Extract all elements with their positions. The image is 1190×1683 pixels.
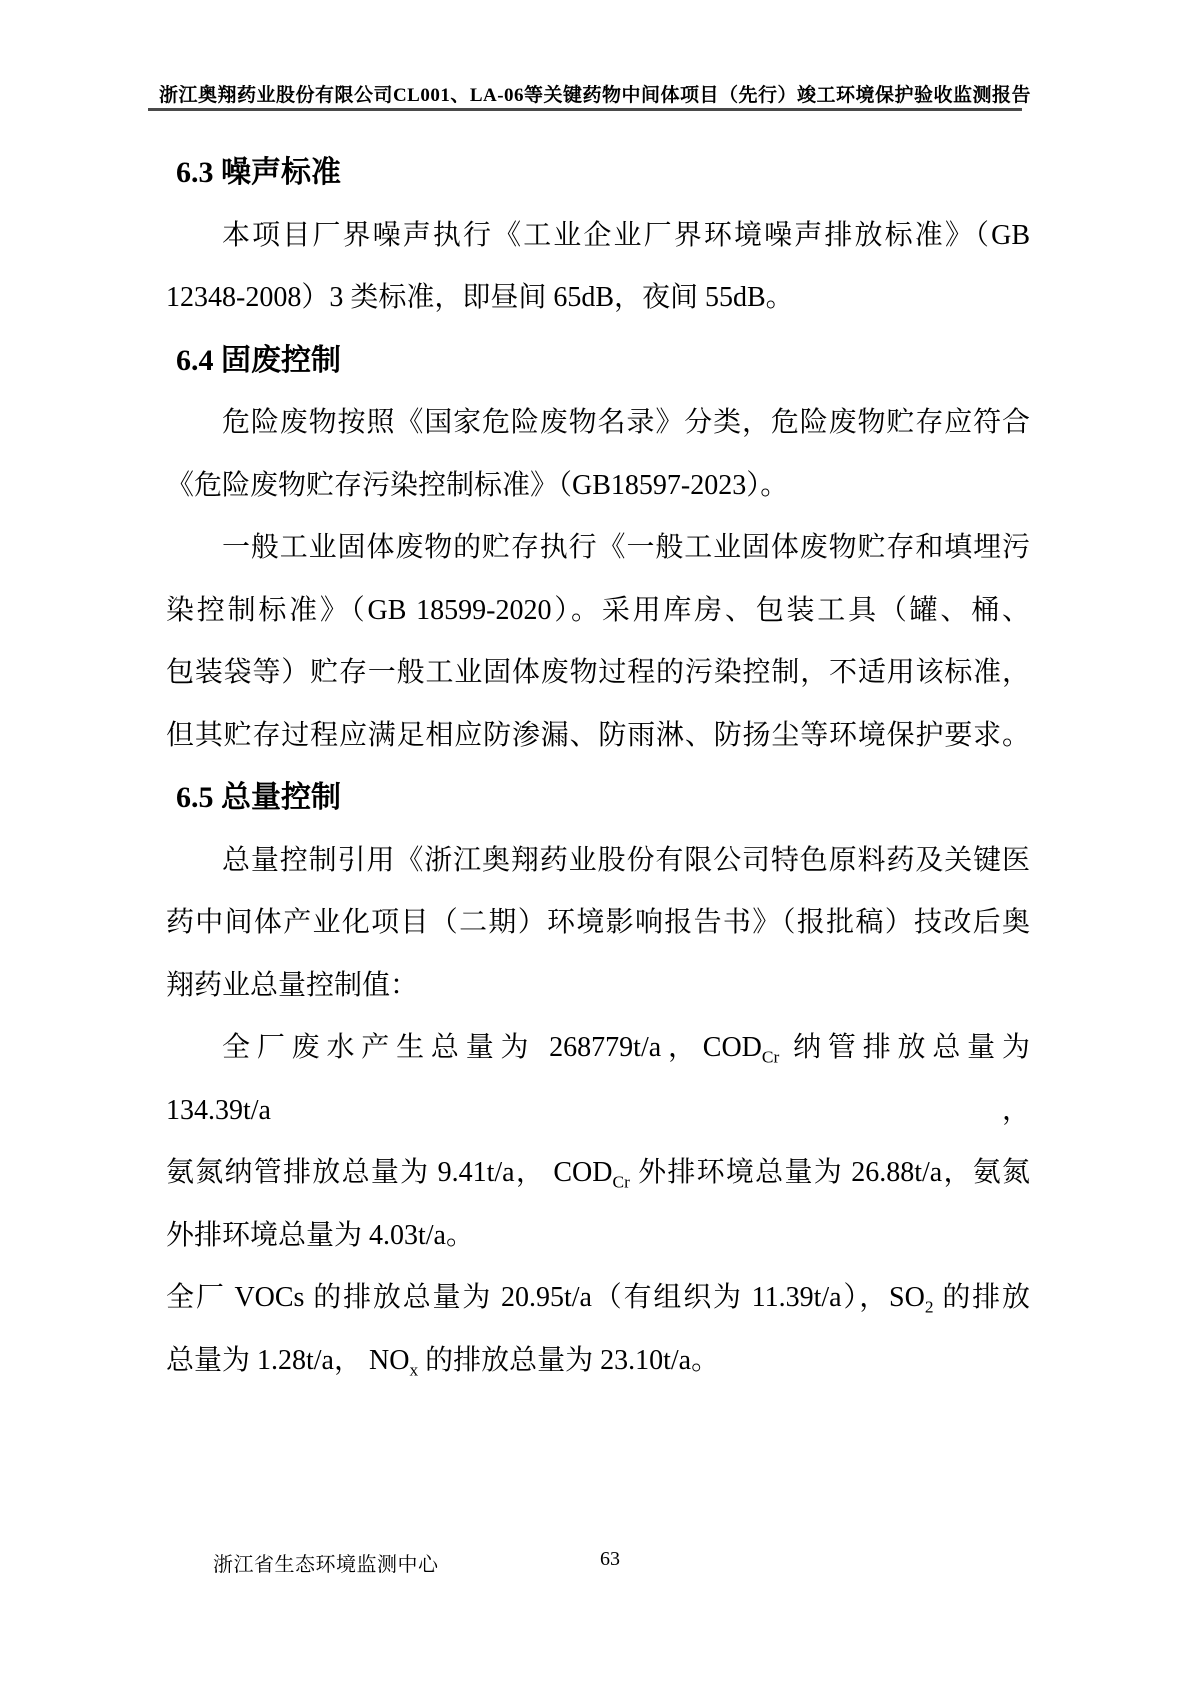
- paragraph-line: 本项目厂界噪声执行《工业企业厂界环境噪声排放标准》（GB: [222, 219, 1030, 251]
- header-rule: [148, 108, 1022, 111]
- paragraph-line: 《危险废物贮存污染控制标准》（GB18597-2023）。: [166, 469, 789, 501]
- paragraph-line: 总量为 1.28t/a， $NO_x$ 的排放总量为 23.10t/a。: [166, 1344, 720, 1380]
- document-content: [166, 142, 1030, 1392]
- paragraph-line: 12348-2008）3 类标准，即昼间 65dB，夜间 55dB。: [166, 282, 794, 313]
- paragraph-line: 总量控制引用《浙江奥翔药业股份有限公司特色原料药及关键医: [222, 844, 1030, 876]
- subscript-text: Cr: [612, 1172, 630, 1192]
- subscript-text: x: [409, 1360, 419, 1380]
- paragraph-line: 全厂废水产生总量为 268779t/a，$COD_{Cr}$ 纳管排放总量为 134.39t/a，: [166, 1032, 1030, 1126]
- subscript-text: Cr: [761, 1047, 780, 1067]
- footer-page-number: 63: [600, 1548, 620, 1570]
- page-header-title: 浙江奥翔药业股份有限公司CL001、LA-06等关键药物中间体项目（先行）竣工环境保护验收监测报告: [158, 85, 1032, 106]
- footer-organization: 浙江省生态环境监测中心: [213, 1554, 439, 1576]
- paragraph-line: 一般工业固体废物的贮存执行《一般工业固体废物贮存和填埋污: [222, 532, 1030, 563]
- section-heading: 6.5 总量控制: [176, 781, 341, 814]
- subscript-text: 2: [924, 1297, 934, 1317]
- paragraph-line: 全厂 VOCs 的排放总量为 20.95t/a（有组织为 11.39t/a），$SO_2$ 的排放: [166, 1282, 1030, 1317]
- section-heading: 6.3 噪声标准: [176, 156, 341, 189]
- paragraph-line: 包装袋等）贮存一般工业固体废物过程的污染控制，不适用该标准，: [166, 657, 1030, 688]
- paragraph-line: 药中间体产业化项目（二期）环境影响报告书》（报批稿）技改后奥: [166, 907, 1030, 938]
- paragraph-line: 外排环境总量为 4.03t/a。: [166, 1219, 474, 1251]
- paragraph-line: 翔药业总量控制值：: [166, 969, 419, 1001]
- paragraph-line: 氨氮纳管排放总量为 9.41t/a， $COD_{Cr}$ 外排环境总量为 26.88t/a，氨氮: [166, 1157, 1030, 1192]
- paragraph-line: 染控制标准》（GB 18599-2020）。采用库房、包装工具（罐、桶、: [166, 594, 1030, 626]
- paragraph-line: 但其贮存过程应满足相应防渗漏、防雨淋、防扬尘等环境保护要求。: [166, 719, 1030, 751]
- paragraph-line: 危险废物按照《国家危险废物名录》分类，危险废物贮存应符合: [222, 407, 1030, 438]
- section-heading: 6.4 固废控制: [176, 343, 341, 377]
